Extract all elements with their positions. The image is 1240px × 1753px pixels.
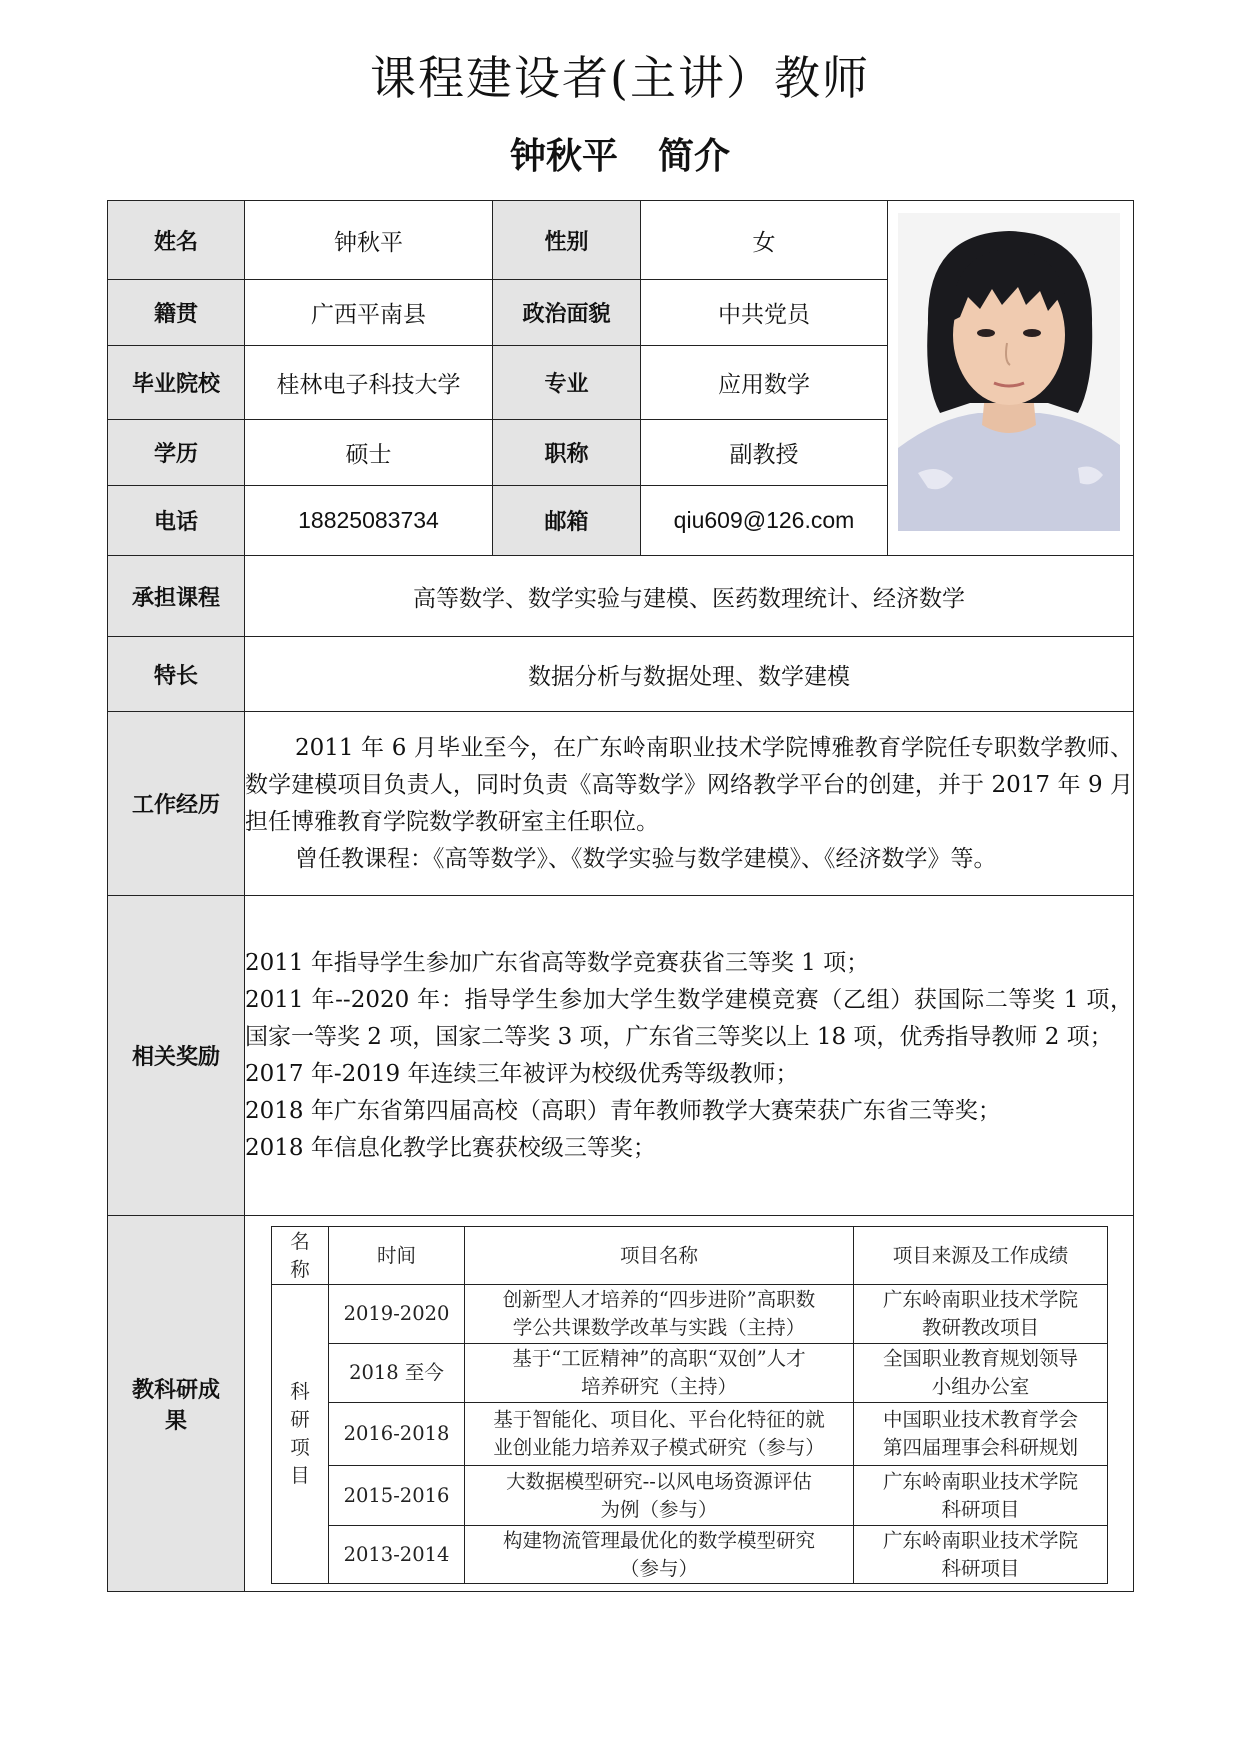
gender-value: 女 bbox=[641, 201, 888, 280]
school-value: 桂林电子科技大学 bbox=[245, 346, 493, 420]
row-source bbox=[854, 1526, 1108, 1584]
document-subtitle bbox=[0, 128, 1240, 179]
row-source-line: 小组办公室 bbox=[931, 1375, 1030, 1398]
row-project-line: 构建物流管理最优化的数学模型研究 bbox=[502, 1528, 815, 1552]
row-project-line: 大数据模型研究--以风电场资源评估 bbox=[506, 1469, 812, 1493]
row-source-line: 科研项目 bbox=[941, 1556, 1020, 1580]
name-label: 姓名 bbox=[108, 201, 245, 280]
courses-label: 承担课程 bbox=[108, 556, 245, 637]
row-project-line: 业创业能力培养双子模式研究（参与） bbox=[493, 1436, 825, 1459]
hometown-label: 籍贯 bbox=[108, 280, 245, 346]
category-research-project bbox=[272, 1285, 329, 1584]
row-source bbox=[854, 1344, 1108, 1403]
research-table bbox=[271, 1226, 1108, 1584]
research-label bbox=[108, 1216, 245, 1592]
award-item: 2018 年广东省第四届高校（高职）青年教师教学大赛荣获广东省三等奖； bbox=[245, 1097, 1001, 1124]
specialty-label: 特长 bbox=[108, 637, 245, 712]
row-project bbox=[465, 1285, 854, 1344]
degree-label: 学历 bbox=[108, 420, 245, 486]
row-project-line: 基于“工匠精神”的高职“双创”人才 bbox=[512, 1347, 806, 1370]
row-source-line: 教研教改项目 bbox=[921, 1316, 1039, 1339]
research-label-line-2: 果 bbox=[164, 1408, 187, 1434]
courses-value: 高等数学、数学实验与建模、医药数理统计、经济数学 bbox=[245, 556, 1134, 637]
research-label-line-1: 教科研成 bbox=[131, 1377, 220, 1403]
work-experience bbox=[245, 712, 1134, 896]
awards-list bbox=[245, 896, 1134, 1216]
row-time: 2018 至今 bbox=[329, 1344, 465, 1403]
row-project-line: 培养研究（主持） bbox=[580, 1375, 737, 1398]
category-char: 研 bbox=[290, 1408, 310, 1431]
header-name-line-2: 称 bbox=[290, 1257, 310, 1281]
name-value: 钟秋平 bbox=[245, 201, 493, 280]
email-value: qiu609@126.com bbox=[641, 486, 888, 556]
row-project-line: 学公共课数学改革与实践（主持） bbox=[512, 1316, 806, 1339]
row-source-line: 广东岭南职业技术学院 bbox=[882, 1469, 1078, 1493]
row-source bbox=[854, 1285, 1108, 1344]
row-project bbox=[465, 1344, 854, 1403]
header-source: 项目来源及工作成绩 bbox=[854, 1227, 1108, 1285]
work-paragraph-2: 曾任教课程：《高等数学》、《数学实验与数学建模》、《经济数学》等。 bbox=[295, 845, 997, 872]
row-source-line: 中国职业技术教育学会 bbox=[882, 1408, 1078, 1431]
row-source-line: 第四届理事会科研规划 bbox=[882, 1436, 1078, 1459]
award-item: 2011 年--2020 年：指导学生参加大学生数学建模竞赛（乙组）获国际二等奖 1 项，国家一等奖 2 项，国家二等奖 3 项，广东省三等奖以上 18 项，优秀指导教师 2 项； bbox=[245, 986, 1133, 1050]
gender-label: 性别 bbox=[493, 201, 641, 280]
row-project bbox=[465, 1403, 854, 1466]
subtitle-name: 钟秋平 bbox=[509, 136, 618, 177]
row-project-line: 创新型人才培养的“四步进阶”高职数 bbox=[502, 1288, 816, 1311]
degree-value: 硕士 bbox=[245, 420, 493, 486]
awards-label: 相关奖励 bbox=[108, 896, 245, 1216]
row-time: 2019-2020 bbox=[329, 1285, 465, 1344]
award-item: 2011 年指导学生参加广东省高等数学竞赛获省三等奖 1 项； bbox=[245, 949, 870, 976]
portrait-photo bbox=[898, 213, 1120, 531]
header-time: 时间 bbox=[329, 1227, 465, 1285]
profile-table bbox=[107, 200, 1134, 1592]
row-project-line: 为例（参与） bbox=[600, 1497, 718, 1521]
document-title: 课程建设者(主讲）教师 bbox=[370, 51, 870, 105]
subtitle-word: 简介 bbox=[658, 136, 731, 177]
political-label: 政治面貌 bbox=[493, 280, 641, 346]
row-project-line: 基于智能化、项目化、平台化特征的就 bbox=[493, 1408, 825, 1431]
row-time: 2013-2014 bbox=[329, 1526, 465, 1584]
hometown-value: 广西平南县 bbox=[245, 280, 493, 346]
photo-cell bbox=[888, 201, 1134, 556]
specialty-value: 数据分析与数据处理、数学建模 bbox=[245, 637, 1134, 712]
header-name-line-1: 名 bbox=[290, 1229, 310, 1253]
row-source-line: 广东岭南职业技术学院 bbox=[882, 1288, 1078, 1311]
category-char: 科 bbox=[290, 1380, 310, 1403]
award-item: 2017 年-2019 年连续三年被评为校级优秀等级教师； bbox=[245, 1060, 799, 1087]
row-source-line: 科研项目 bbox=[941, 1497, 1020, 1521]
school-label: 毕业院校 bbox=[108, 346, 245, 420]
row-time: 2015-2016 bbox=[329, 1466, 465, 1526]
row-time: 2016-2018 bbox=[329, 1403, 465, 1466]
award-item: 2018 年信息化教学比赛获校级三等奖； bbox=[245, 1134, 656, 1161]
header-project: 项目名称 bbox=[465, 1227, 854, 1285]
phone-label: 电话 bbox=[108, 486, 245, 556]
rank-label: 职称 bbox=[493, 420, 641, 486]
major-value: 应用数学 bbox=[641, 346, 888, 420]
header-name bbox=[272, 1227, 329, 1285]
research-cell bbox=[245, 1216, 1134, 1592]
category-char: 目 bbox=[290, 1464, 310, 1487]
row-project bbox=[465, 1466, 854, 1526]
row-source-line: 广东岭南职业技术学院 bbox=[882, 1528, 1078, 1552]
row-source-line: 全国职业教育规划领导 bbox=[882, 1347, 1078, 1370]
work-label: 工作经历 bbox=[108, 712, 245, 896]
email-label: 邮箱 bbox=[493, 486, 641, 556]
row-project-line: （参与） bbox=[619, 1556, 698, 1580]
phone-value: 18825083734 bbox=[245, 486, 493, 556]
row-source bbox=[854, 1403, 1108, 1466]
work-paragraph-1: 2011 年 6 月毕业至今，在广东岭南职业技术学院博雅教育学院任专职数学教师、数学建模项目负责人，同时负责《高等数学》网络教学平台的创建，并于 2017 年 9 月担任博雅教育学院数学教研室主任职位。 bbox=[245, 734, 1133, 835]
row-project bbox=[465, 1526, 854, 1584]
rank-value: 副教授 bbox=[641, 420, 888, 486]
major-label: 专业 bbox=[493, 346, 641, 420]
row-source bbox=[854, 1466, 1108, 1526]
political-value: 中共党员 bbox=[641, 280, 888, 346]
category-char: 项 bbox=[290, 1436, 310, 1459]
